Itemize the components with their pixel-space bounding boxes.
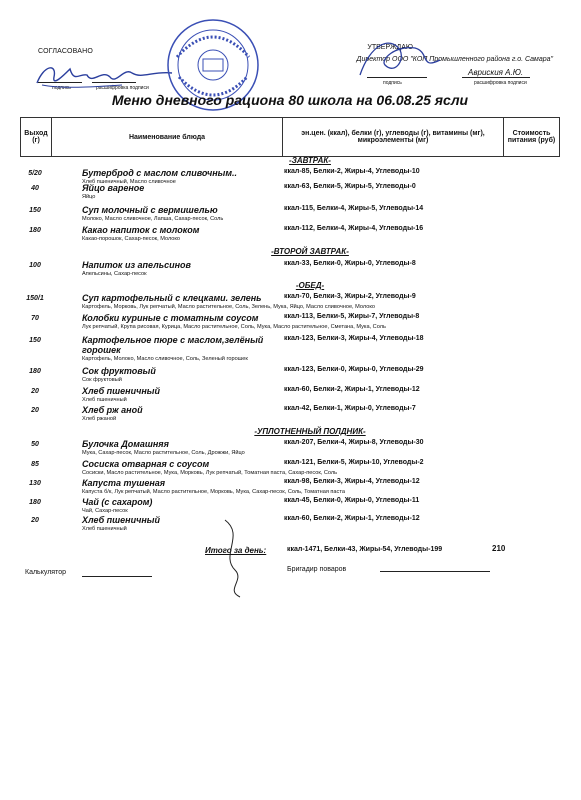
menu-row-nutrition: ккал-63, Белки-5, Жиры-5, Углеводы-0	[284, 183, 416, 190]
menu-row-name: Суп картофельный с клецками. зелень	[82, 293, 262, 303]
approval-left	[38, 48, 93, 55]
footer-chef-line	[380, 571, 490, 572]
total-sum: 210	[492, 544, 506, 553]
menu-row-ingredients: Капуста б/к, Лук репчатый, Масло растительное, Морковь, Мука, Сахар-песок, Соль, Томатная паста	[82, 489, 345, 495]
menu-row-name: Булочка Домашняя	[82, 439, 169, 449]
menu-row-name: Хлеб пшеничный	[82, 515, 160, 525]
menu-row-ingredients: Яйцо	[82, 194, 96, 200]
menu-row-qty: 150/1	[26, 295, 44, 302]
menu-row-ingredients: Какао-порошок, Сахар-песок, Молоко	[82, 236, 181, 242]
menu-row-nutrition: ккал-42, Белки-1, Жиры-0, Углеводы-7	[284, 405, 416, 412]
approval-right-label: УТВЕРЖДАЮ	[367, 44, 413, 51]
menu-table-header	[20, 117, 560, 157]
sign-caption-right-1: подпись	[383, 80, 402, 86]
menu-row-nutrition: ккал-123, Белки-0, Жиры-0, Углеводы-29	[284, 366, 424, 373]
footer-chef: Бригадир поваров	[287, 566, 347, 573]
total-label: Итого за день:	[205, 546, 267, 555]
header-cost: Стоимость питания (руб)	[507, 130, 556, 144]
menu-row-name: Колобки куриные с томатным соусом	[82, 313, 259, 323]
menu-row-ingredients: Хлеб пшеничный	[82, 526, 127, 532]
menu-row-nutrition: ккал-112, Белки-4, Жиры-4, Углеводы-16	[284, 225, 424, 232]
header-dish-name: Наименование блюда	[52, 118, 283, 156]
section-title: -ЗАВТРАК-	[289, 156, 331, 165]
menu-row-ingredients: Сосиски, Масло растительное, Мука, Морковь, Лук репчатый, Томатная паста, Сахар-песок, Соль	[82, 470, 338, 476]
menu-row-nutrition: ккал-115, Белки-4, Жиры-5, Углеводы-14	[284, 205, 424, 212]
menu-row-name: Чай (с сахаром)	[82, 497, 153, 507]
menu-row-nutrition: ккал-113, Белки-5, Жиры-7, Углеводы-8	[284, 313, 420, 320]
footer-calculator: Калькулятор	[25, 569, 66, 576]
menu-row-nutrition: ккал-98, Белки-3, Жиры-4, Углеводы-12	[284, 478, 420, 485]
menu-row-ingredients: Апельсины, Сахар-песок	[82, 271, 147, 277]
menu-row-name: Сосиска отварная с соусом	[82, 459, 210, 469]
menu-row-qty: 130	[29, 480, 41, 487]
section-title: -ВТОРОЙ ЗАВТРАК-	[271, 247, 349, 256]
menu-row-name: Хлеб пшеничный	[82, 386, 160, 396]
signature-bottom	[205, 515, 265, 600]
approval-right-position: Директор ООО "КОП Промышленного района г.о. Самара"	[356, 56, 553, 63]
section-title: -УПЛОТНЕННЫЙ ПОЛДНИК-	[254, 427, 366, 436]
signature-left	[32, 55, 182, 95]
menu-row-ingredients: Хлеб пшеничный	[82, 397, 127, 403]
sign-caption-left-2: расшифровка подписи	[96, 85, 149, 91]
menu-row-nutrition: ккал-121, Белки-5, Жиры-10, Углеводы-2	[284, 459, 424, 466]
total-nutrition: ккал-1471, Белки-43, Жиры-54, Углеводы-199	[287, 546, 443, 553]
header-qty: Выход (г)	[21, 118, 52, 156]
footer-calculator-line	[82, 576, 152, 577]
menu-row-name: Яйцо вареное	[82, 183, 145, 193]
menu-row-nutrition: ккал-60, Белки-2, Жиры-1, Углеводы-12	[284, 386, 420, 393]
menu-row-qty: 40	[31, 185, 39, 192]
menu-row-ingredients: Хлеб пшеничный, Масло сливочное	[82, 179, 176, 185]
menu-row-nutrition: ккал-123, Белки-3, Жиры-4, Углеводы-18	[284, 335, 424, 342]
page-title: Меню дневного рациона 80 школа на 06.08.25 ясли	[111, 92, 469, 108]
menu-row-qty: 85	[31, 461, 39, 468]
menu-row-qty: 50	[31, 441, 39, 448]
menu-row-qty: 70	[31, 315, 39, 322]
signature-right	[350, 30, 460, 85]
menu-row-qty: 180	[29, 499, 41, 506]
section-title: -ОБЕД-	[295, 281, 325, 290]
menu-row-nutrition: ккал-45, Белки-0, Жиры-0, Углеводы-11	[284, 497, 420, 504]
menu-row-ingredients: Чай, Сахар-песок	[82, 508, 128, 514]
menu-row-ingredients: Картофель, Молоко, Масло сливочное, Соль, Зеленый горошек	[82, 356, 248, 362]
sign-caption-left-1: подпись	[52, 85, 71, 91]
menu-row-nutrition: ккал-70, Белки-3, Жиры-2, Углеводы-9	[284, 293, 416, 300]
sign-caption-right-2: расшифровка подписи	[474, 80, 527, 86]
menu-row-ingredients: Молоко, Масло сливочное, Лапша, Сахар-песок, Соль	[82, 216, 224, 222]
menu-row-ingredients: Мука, Сахар-песок, Масло растительное, Соль, Дрожжи, Яйцо	[82, 450, 245, 456]
menu-row-name: Капуста тушеная	[82, 478, 166, 488]
menu-row-name: Хлеб рж аной	[82, 405, 143, 415]
menu-row-nutrition: ккал-85, Белки-2, Жиры-4, Углеводы-10	[284, 168, 420, 175]
approver-name: Авриския А.Ю.	[468, 68, 524, 77]
menu-row-qty: 180	[29, 368, 41, 375]
menu-row-ingredients: Лук репчатый, Крупа рисовая, Курица, Масло растительное, Соль, Мука, Масло растительное, Сметана, Мука, Соль	[82, 324, 386, 330]
menu-row-ingredients: Хлеб ржаной	[82, 416, 117, 422]
menu-row-name: Суп молочный с вермишелью	[82, 205, 218, 215]
menu-row-qty: 100	[29, 262, 41, 269]
signature-line-right-2	[462, 77, 530, 78]
menu-row-name: Сок фруктовый	[82, 366, 156, 376]
header-nutrition: эн.цен. (ккал), белки (г), углеводы (г), витамины (мг), микроэлементы (мг)	[283, 118, 504, 156]
menu-row-name: Бутерброд с маслом сливочным..	[82, 168, 237, 178]
menu-row-qty: 5/20	[28, 170, 42, 177]
menu-row-qty: 150	[29, 337, 41, 344]
menu-row-qty: 150	[29, 207, 41, 214]
menu-row-name: Какао напиток с молоком	[82, 225, 200, 235]
menu-row-nutrition: ккал-60, Белки-2, Жиры-1, Углеводы-12	[284, 515, 420, 522]
menu-row-nutrition: ккал-33, Белки-0, Жиры-0, Углеводы-8	[284, 260, 416, 267]
menu-row-qty: 180	[29, 227, 41, 234]
menu-row-nutrition: ккал-207, Белки-4, Жиры-8, Углеводы-30	[284, 439, 424, 446]
menu-row-qty: 20	[31, 388, 39, 395]
menu-row-name: Картофельное пюре с маслом,зелёный горошек	[82, 335, 264, 355]
menu-row-name: Напиток из апельсинов	[82, 260, 191, 270]
menu-row-qty: 20	[31, 517, 39, 524]
menu-row-ingredients: Картофель, Морковь, Лук репчатый, Масло растительное, Соль, Зелень, Мука, Яйцо, Масло сливочное, Молоко	[82, 304, 375, 310]
approval-left-label: СОГЛАСОВАНО	[38, 48, 94, 55]
menu-row-qty: 20	[31, 407, 39, 414]
menu-row-ingredients: Сок фруктовый	[82, 377, 122, 383]
